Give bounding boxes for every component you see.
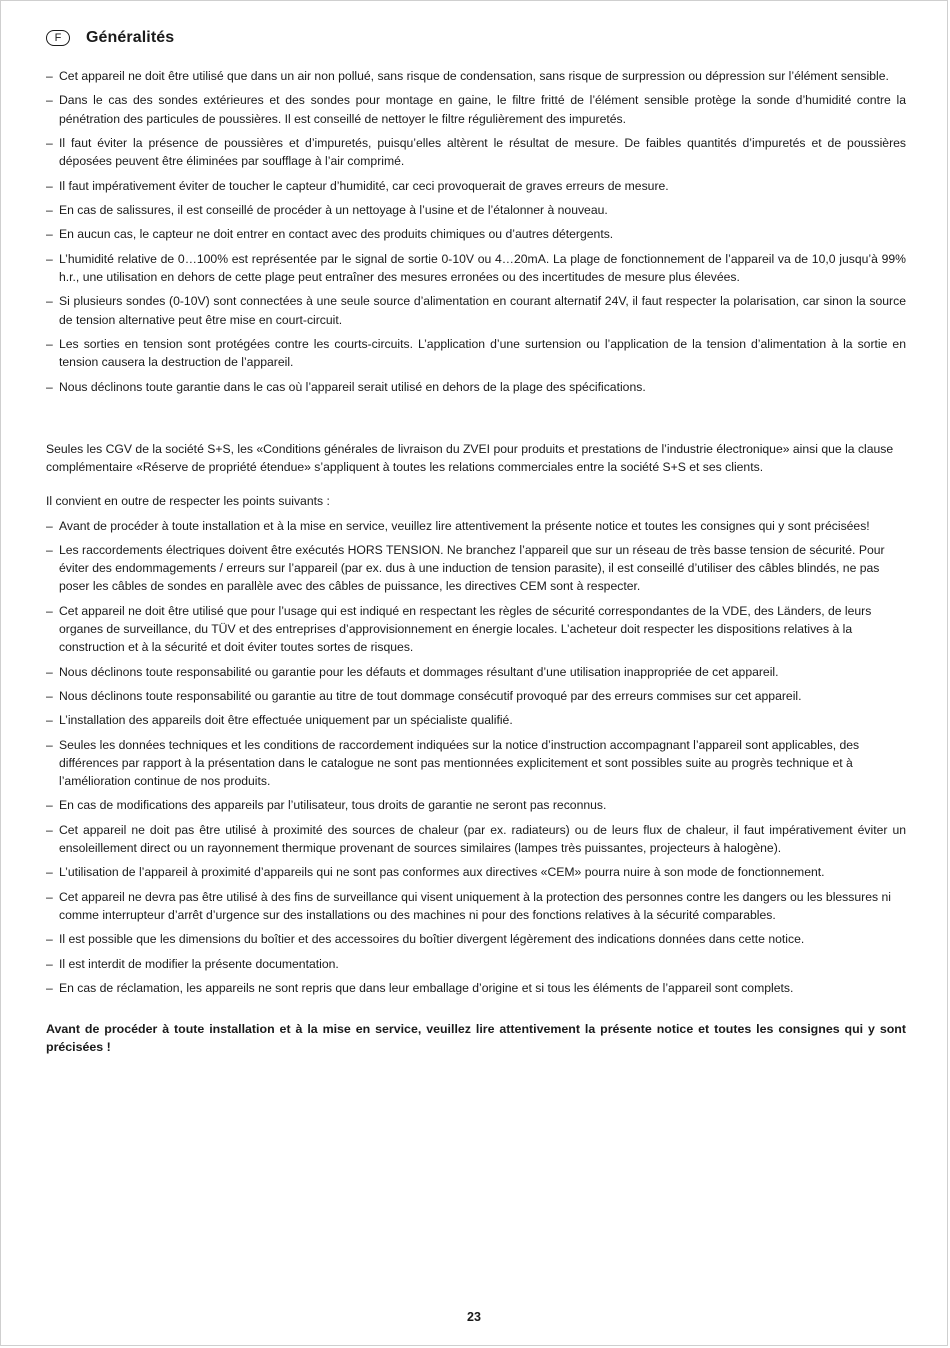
list-item: – L’installation des appareils doit être effectuée uniquement par un spécialiste qualifié. bbox=[46, 711, 906, 729]
list-item: – Cet appareil ne doit pas être utilisé à proximité des sources de chaleur (par ex. radiateurs) ou de leurs flux de chaleur, il faut impérativement éviter un ensoleillement direct ou un rayonnement thermique provenant de sources similaires (lampes très puissantes, projecteurs à halogène). bbox=[46, 821, 906, 857]
list-item: – Les raccordements électriques doivent être exécutés HORS TENSION. Ne branchez l’appareil que sur un réseau de très basse tension de sécurité. Pour éviter des endommagements / erreurs sur l’appareil (par ex. dus à une induction de tension parasite), il est conseillé d’utiliser des câbles blindés, ne pas poser les câbles de sondes en parallèle avec des câbles de puissance, les directives CEM sont à respecter. bbox=[46, 541, 906, 596]
spacer bbox=[46, 476, 906, 492]
safety-list bbox=[46, 517, 906, 998]
list-item: – En cas de modifications des appareils par l’utilisateur, tous droits de garantie ne seront pas reconnus. bbox=[46, 796, 906, 814]
page-number: 23 bbox=[467, 1310, 481, 1324]
document-body bbox=[46, 67, 906, 1056]
list-item: – L’utilisation de l’appareil à proximité d’appareils qui ne sont pas conformes aux directives «CEM» pourra nuire à son mode de fonctionnement. bbox=[46, 863, 906, 881]
list-item: – Dans le cas des sondes extérieures et des sondes pour montage en gaine, le filtre fritté de l’élément sensible protège la sonde d’humidité contre la pénétration des particules de poussières. Il est conseillé de nettoyer le filtre régulièrement des impuretés. bbox=[46, 91, 906, 127]
list-item: – Il faut éviter la présence de poussières et d’impuretés, puisqu’elles altèrent le résultat de mesure. De faibles quantités d’impuretés et de poussières déposées peuvent être éliminées par soufflage à l’air comprimé. bbox=[46, 134, 906, 170]
list-item: – Il est interdit de modifier la présente documentation. bbox=[46, 955, 906, 973]
cgv-paragraph: Seules les CGV de la société S+S, les «Conditions générales de livraison du ZVEI pour produits et prestations de l’industrie électronique» ainsi que la clause complémentaire «Réserve de propriété étendue» s’appliquent à toutes les relations commerciales entre la société S+S et ses clients. bbox=[46, 441, 894, 475]
list-item: – Si plusieurs sondes (0-10V) sont connectées à une seule source d’alimentation en courant alternatif 24V, il faut respecter la polarisation, car sinon la source de tension alternative peut être mise en court-circuit. bbox=[46, 292, 906, 328]
list-item: – Cet appareil ne doit être utilisé que dans un air non pollué, sans risque de condensation, sans risque de surpression ou dépression sur l’élément sensible. bbox=[46, 67, 906, 85]
list-item: – Cet appareil ne devra pas être utilisé à des fins de surveillance qui visent uniquement à la protection des personnes contre les dangers ou les blessures ni comme interrupteur d’arrêt d’urgence sur des installations ou des machines ni pour des fonctions relatives à la sécurité comparables. bbox=[46, 888, 906, 924]
list-item: – Les sorties en tension sont protégées contre les courts-circuits. L’application d’une surtension ou l’application de la tension d’alimentation à la sortie en tension causera la destruction de l’appareil. bbox=[46, 335, 906, 371]
list-item: – Il est possible que les dimensions du boîtier et des accessoires du boîtier divergent légèrement des indications données dans cette notice. bbox=[46, 930, 906, 948]
bold-note: Avant de procéder à toute installation et à la mise en service, veuillez lire attentivement la présente notice et toutes les consignes qui y sont précisées ! bbox=[46, 1021, 906, 1055]
spacer bbox=[46, 402, 906, 440]
section-header bbox=[46, 29, 174, 47]
list-item: – En aucun cas, le capteur ne doit entrer en contact avec des produits chimiques ou d’autres détergents. bbox=[46, 225, 906, 243]
list-item: – Nous déclinons toute garantie dans le cas où l’appareil serait utilisé en dehors de la plage des spécifications. bbox=[46, 378, 906, 396]
section-title: Généralités bbox=[86, 29, 175, 46]
language-badge: F bbox=[46, 30, 70, 46]
general-list bbox=[46, 67, 906, 396]
list-item: – En cas de réclamation, les appareils ne sont repris que dans leur emballage d’origine et si tous les éléments de l’appareil sont complets. bbox=[46, 979, 906, 997]
list-item: – L’humidité relative de 0…100% est représentée par le signal de sortie 0-10V ou 4…20mA. La plage de fonctionnement de l’appareil va de 10,0 jusqu’à 99% h.r., une utilisation en dehors de cette plage peut entraîner des mesures erronées ou des incertitudes de mesure plus élevées. bbox=[46, 250, 906, 286]
list-item: – Seules les données techniques et les conditions de raccordement indiquées sur la notice d’instruction accompagnant l’appareil sont applicables, des différences par rapport à la présentation dans le catalogue ne sont pas mentionnées explicitement et sont possibles suite au progrès technique et à l’amélioration continue de nos produits. bbox=[46, 736, 906, 791]
list-item: – Cet appareil ne doit être utilisé que pour l’usage qui est indiqué en respectant les règles de sécurité correspondantes de la VDE, des Länders, de leurs organes de surveillance, du TÜV et des entreprises d’approvisionnement en énergie locales. L’acheteur doit respecter les dispositions relatives à la construction et à la sécurité et doit éviter toutes sortes de risques. bbox=[46, 602, 906, 657]
list-item: – En cas de salissures, il est conseillé de procéder à un nettoyage à l’usine et de l’étalonner à nouveau. bbox=[46, 201, 906, 219]
list-item: – Nous déclinons toute responsabilité ou garantie au titre de tout dommage consécutif provoqué par des erreurs commises sur cet appareil. bbox=[46, 687, 906, 705]
list-item: – Il faut impérativement éviter de toucher le capteur d’humidité, car ceci provoquerait de graves erreurs de mesure. bbox=[46, 177, 906, 195]
list-item: – Avant de procéder à toute installation et à la mise en service, veuillez lire attentivement la présente notice et toutes les consignes qui y sont précisées! bbox=[46, 517, 906, 535]
spacer bbox=[46, 1004, 906, 1020]
intro-points: Il convient en outre de respecter les points suivants : bbox=[46, 494, 330, 509]
list-item: – Nous déclinons toute responsabilité ou garantie pour les défauts et dommages résultant d’une utilisation inappropriée de cet appareil. bbox=[46, 663, 906, 681]
